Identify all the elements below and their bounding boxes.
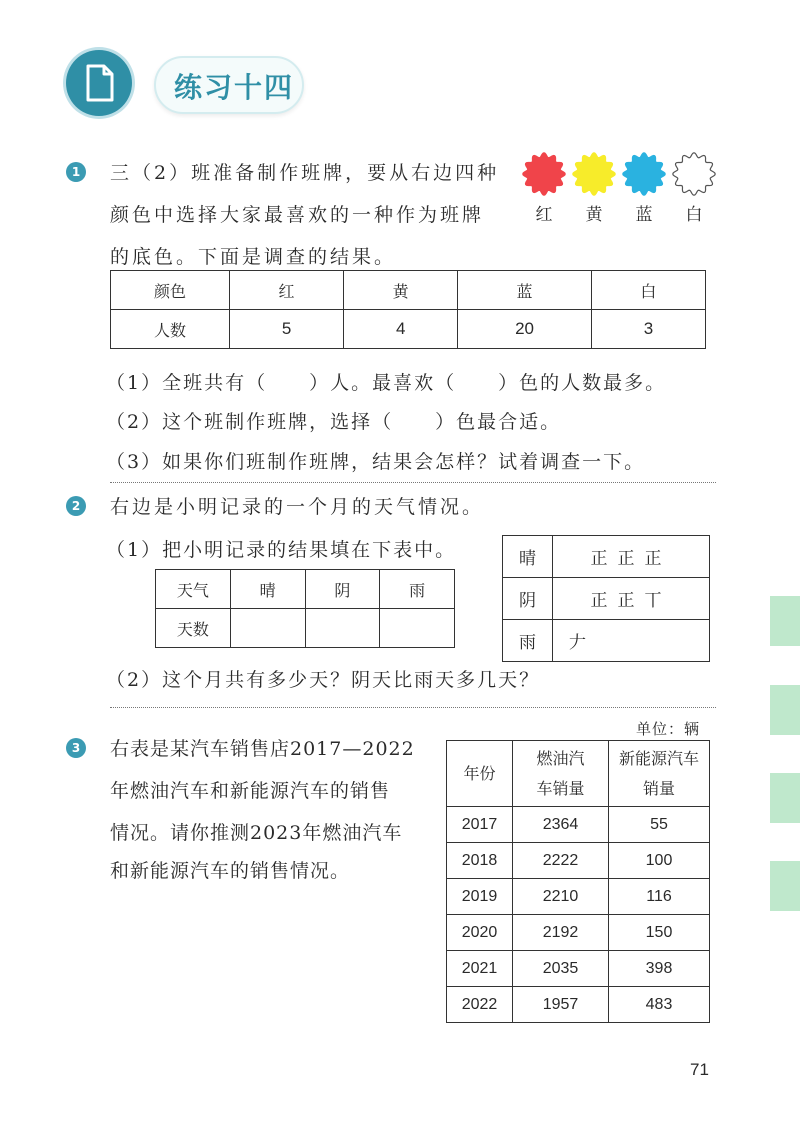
table-cell: 100: [609, 843, 710, 879]
table-row: [156, 570, 455, 609]
car-sales-table: [446, 740, 710, 1023]
swatch-label-red: 红: [535, 205, 553, 225]
side-tab: [770, 773, 800, 823]
weather-fill-table: [155, 569, 455, 648]
answer-cell-rainy[interactable]: [380, 609, 455, 648]
table-cell: 2018: [447, 843, 513, 879]
table-row: [447, 879, 710, 915]
table-cell: 2364: [513, 807, 609, 843]
table-cell: 20: [458, 310, 592, 349]
answer-cell-sunny[interactable]: [230, 609, 305, 648]
table-cell: 2222: [513, 843, 609, 879]
side-tab: [770, 685, 800, 735]
table-row: [111, 271, 706, 310]
table-cell: 红: [230, 271, 344, 310]
table-row: [503, 536, 710, 578]
problem1-line-2: 颜色中选择大家最喜欢的一种作为班牌: [110, 204, 485, 226]
table-cell: 2017: [447, 807, 513, 843]
table-cell: 天气: [156, 570, 231, 609]
table-cell: 55: [609, 807, 710, 843]
problem3-line-1: 右表是某汽车销售店2017—2022: [110, 738, 415, 760]
table-cell: 2019: [447, 879, 513, 915]
swatch-label-blue: 蓝: [635, 205, 653, 225]
table-cell: 晴: [230, 570, 305, 609]
table-cell: 116: [609, 879, 710, 915]
table-cell: 398: [609, 951, 710, 987]
swatch-shape: [573, 153, 615, 195]
table-row: [447, 741, 710, 807]
table-cell: 黄: [344, 271, 458, 310]
unit-label: 单位：辆: [636, 720, 701, 738]
table-cell: 150: [609, 915, 710, 951]
table-row: [447, 951, 710, 987]
table-row: [447, 807, 710, 843]
problem2-question-2: （2）这个月共有多少天？阴天比雨天多几天？: [106, 669, 541, 691]
problem-number-3: 3: [66, 738, 86, 758]
table-cell: 1957: [513, 987, 609, 1023]
page-number: 71: [690, 1060, 709, 1079]
table-row: [111, 310, 706, 349]
page-title: 练习十四: [174, 71, 295, 104]
problem-number-2: 2: [66, 496, 86, 516]
problem1-line-1: 三（2）班准备制作班牌，要从右边四种: [110, 162, 500, 184]
swatch-shape: [673, 153, 715, 195]
problem2-intro: 右边是小明记录的一个月的天气情况。: [110, 496, 485, 518]
white-swatch: [671, 151, 717, 197]
weather-tally-table: [502, 535, 710, 662]
divider: [110, 707, 716, 708]
table-cell: 5: [230, 310, 344, 349]
side-tab: [770, 861, 800, 911]
table-cell: 阴: [503, 578, 553, 620]
table-cell: 2192: [513, 915, 609, 951]
table-cell: 天数: [156, 609, 231, 648]
problem1-question-2: （2）这个班制作班牌，选择（ ）色最合适。: [106, 411, 562, 433]
problem-number-1: 1: [66, 162, 86, 182]
table-row: [447, 915, 710, 951]
table-cell: 颜色: [111, 271, 230, 310]
problem1-line-3: 的底色。下面是调查的结果。: [110, 246, 397, 268]
table-cell: 蓝: [458, 271, 592, 310]
table-cell: 雨: [380, 570, 455, 609]
document-icon: [66, 50, 132, 116]
table-cell: 人数: [111, 310, 230, 349]
side-tab: [770, 596, 800, 646]
tally-marks: 正正正: [553, 536, 710, 578]
table-row: [156, 609, 455, 648]
table-row: [447, 843, 710, 879]
table-cell: 2022: [447, 987, 513, 1023]
yellow-swatch: [571, 151, 617, 197]
table-row: [447, 987, 710, 1023]
tally-marks: 正正丅: [553, 578, 710, 620]
answer-cell-cloudy[interactable]: [305, 609, 380, 648]
problem1-question-3: （3）如果你们班制作班牌，结果会怎样？试着调查一下。: [106, 451, 646, 473]
blue-swatch: [621, 151, 667, 197]
table-cell: 雨: [503, 620, 553, 662]
table-cell: 4: [344, 310, 458, 349]
section-badge: [66, 50, 132, 116]
tally-marks: 𠂇: [553, 620, 710, 662]
table-cell: 年份: [447, 741, 513, 807]
swatch-shape: [623, 153, 665, 195]
red-swatch: [521, 151, 567, 197]
table-cell: 燃油汽车销量: [513, 741, 609, 807]
problem3-line-2: 年燃油汽车和新能源汽车的销售: [110, 780, 391, 802]
swatch-shape: [523, 153, 565, 195]
divider: [110, 482, 716, 483]
table-row: [503, 578, 710, 620]
table-cell: 2021: [447, 951, 513, 987]
table-cell: 483: [609, 987, 710, 1023]
problem1-question-1: （1）全班共有（ ）人。最喜欢（ ）色的人数最多。: [106, 372, 667, 394]
table-cell: 晴: [503, 536, 553, 578]
table-cell: 新能源汽车销量: [609, 741, 710, 807]
table-row: [503, 620, 710, 662]
problem3-line-3: 情况。请你推测2023年燃油汽车: [110, 822, 403, 844]
table-cell: 2035: [513, 951, 609, 987]
table-cell: 白: [591, 271, 705, 310]
table-cell: 2210: [513, 879, 609, 915]
color-survey-table: [110, 270, 706, 349]
problem2-question-1: （1）把小明记录的结果填在下表中。: [106, 539, 457, 561]
swatch-label-yellow: 黄: [585, 205, 603, 225]
table-cell: 3: [591, 310, 705, 349]
problem3-line-4: 和新能源汽车的销售情况。: [110, 860, 351, 882]
table-cell: 阴: [305, 570, 380, 609]
swatch-label-white: 白: [685, 205, 703, 225]
table-cell: 2020: [447, 915, 513, 951]
